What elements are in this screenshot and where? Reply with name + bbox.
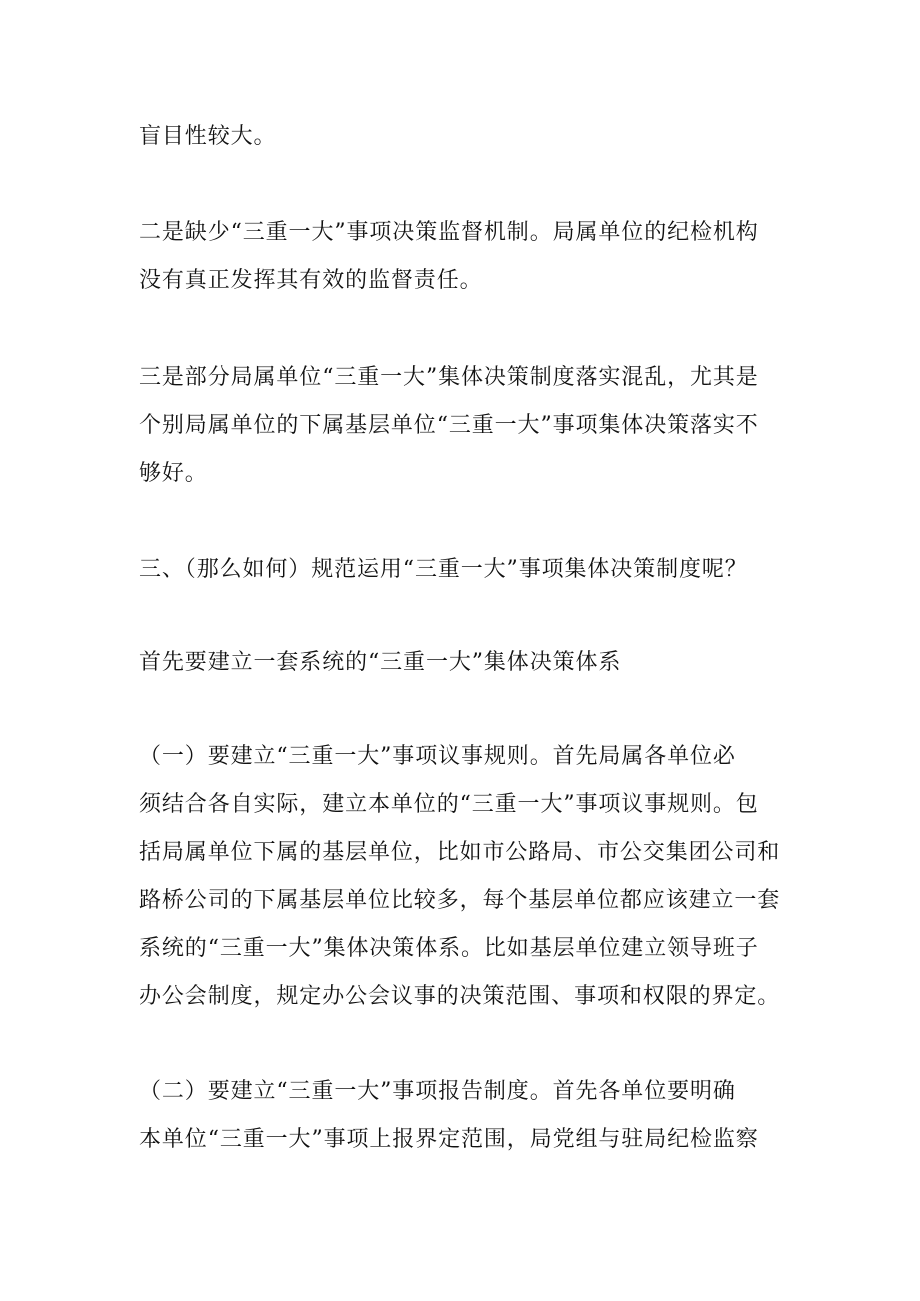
text-line: 盲目性较大。 [139,124,277,149]
text-line: 三是部分局属单位“三重一大”集体决策制度落实混乱，尤其是 [139,365,759,390]
text-line: 三、（那么如何）规范运用“三重一大”事项集体决策制度呢？ [139,557,748,582]
text-line: 办公会制度，规定办公会议事的决策范围、事项和权限的界定。 [139,984,781,1009]
text-line: （二）要建立“三重一大”事项报告制度。首先各单位要明确 [139,1079,736,1104]
text-line: 路桥公司的下属基层单位比较多，每个基层单位都应该建立一套 [139,888,781,913]
text-line: 够好。 [139,461,208,486]
paragraph-intro [139,639,799,687]
text-line: 二是缺少“三重一大”事项决策监督机制。局属单位的纪检机构 [139,220,759,245]
section-heading-three [139,546,799,594]
text-line: 个别局属单位的下属基层单位“三重一大”事项集体决策落实不 [139,413,759,438]
text-line: 须结合各自实际，建立本单位的“三重一大”事项议事规则。包 [139,792,759,817]
text-line: 括局属单位下属的基层单位，比如市公路局、市公交集团公司和 [139,840,781,865]
paragraph-item-one [139,733,799,1021]
text-line: 没有真正发挥其有效的监督责任。 [139,268,483,293]
paragraph-point-two [139,209,799,305]
text-line: （一）要建立“三重一大”事项议事规则。首先局属各单位必 [139,744,736,769]
text-line: 本单位“三重一大”事项上报界定范围，局党组与驻局纪检监察 [139,1127,759,1152]
paragraph-continuation [139,113,799,161]
paragraph-item-two [139,1068,799,1164]
text-line: 首先要建立一套系统的“三重一大”集体决策体系 [139,650,622,675]
paragraph-point-three [139,354,799,498]
text-line: 系统的“三重一大”集体决策体系。比如基层单位建立领导班子 [139,936,759,961]
